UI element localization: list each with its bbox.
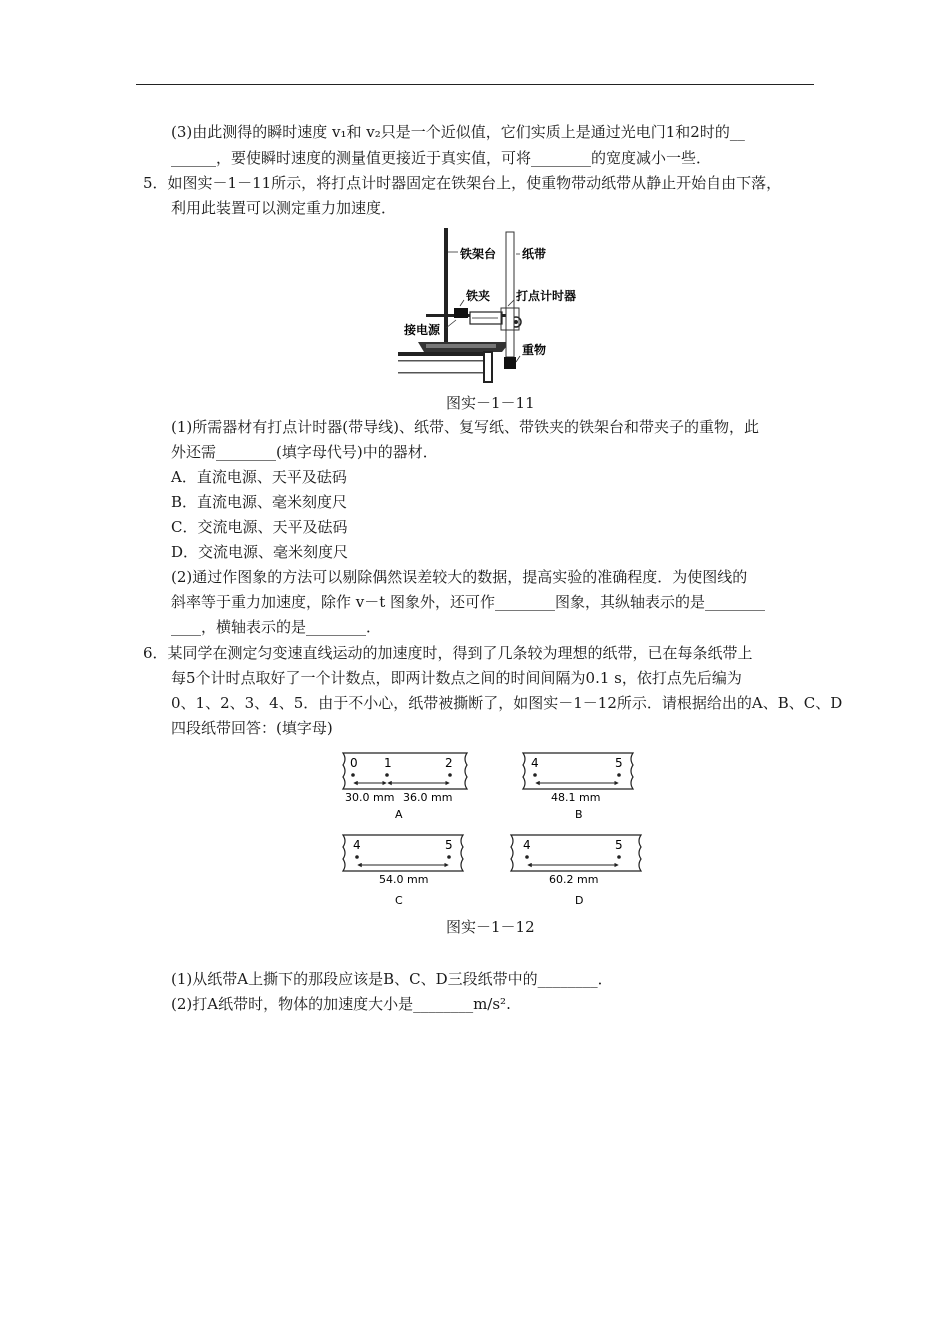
tape-b	[523, 753, 633, 821]
tape-d-label: D	[575, 894, 584, 907]
tape-d	[511, 835, 641, 907]
tape-d-dist: 60.2 mm	[549, 873, 599, 886]
tape-c-label: C	[395, 894, 403, 907]
label-weight: 重物	[522, 343, 547, 357]
header-rule	[136, 84, 814, 85]
tape-a-dist2: 36.0 mm	[403, 791, 453, 804]
tape-a-dist1: 30.0 mm	[345, 791, 395, 804]
tape-c-dist: 54.0 mm	[379, 873, 429, 886]
q5-option-c: C．交流电源、天平及砝码	[171, 518, 348, 536]
tape-segments-figure	[335, 745, 655, 915]
q5-option-a: A．直流电源、天平及砝码	[171, 468, 347, 486]
q5-option-b: B．直流电源、毫米刻度尺	[171, 493, 348, 511]
label-power: 接电源	[404, 323, 441, 337]
label-tape: 纸带	[522, 247, 547, 261]
label-clamp: 铁夹	[466, 289, 491, 303]
q5-part2-line1: (2)通过作图象的方法可以剔除偶然误差较大的数据，提高实验的准确程度．为使图线的	[171, 568, 748, 586]
tape-a	[343, 753, 467, 821]
apparatus-figure	[398, 224, 598, 389]
tape-b-point-5: 5	[615, 756, 623, 770]
tape-a-label: A	[395, 808, 403, 821]
q6-part1: (1)从纸带A上撕下的那段应该是B、C、D三段纸带中的________．	[171, 970, 613, 988]
q5-part2-line2: 斜率等于重力加速度，除作 v－t 图象外，还可作________图象，其纵轴表示的是________	[171, 593, 766, 611]
q6-intro-line3: 0、1、2、3、4、5．由于不小心，纸带被撕断了，如图实－1－12所示．请根据给出的A、B、C、D	[171, 694, 843, 712]
tape-c	[343, 835, 463, 907]
q6-intro-line4: 四段纸带回答：(填字母)	[171, 719, 333, 737]
q5-part1-line2: 外还需________(填字母代号)中的器材．	[171, 443, 438, 461]
label-stand: 铁架台	[460, 247, 497, 261]
tape-b-label: B	[575, 808, 583, 821]
figure-caption-11: 图实－1－11	[446, 394, 535, 412]
q5-intro-line1: 5．如图实－1－11所示，将打点计时器固定在铁架台上，使重物带动纸带从静止开始自由下落，	[143, 174, 782, 192]
q6-part2: (2)打A纸带时，物体的加速度大小是________m/s².	[171, 995, 511, 1013]
tape-b-point-4: 4	[531, 756, 539, 770]
label-timer: 打点计时器	[516, 289, 577, 303]
tape-d-point-5: 5	[615, 838, 623, 852]
tape-b-dist: 48.1 mm	[551, 791, 601, 804]
figure-caption-12: 图实－1－12	[446, 918, 535, 936]
tape-a-point-2: 2	[445, 756, 453, 770]
q6-intro-line1: 6．某同学在测定匀变速直线运动的加速度时，得到了几条较为理想的纸带，已在每条纸带上	[143, 644, 753, 662]
q4-part3-line1: (3)由此测得的瞬时速度 v₁和 v₂只是一个近似值，它们实质上是通过光电门1和2时的__	[171, 123, 745, 141]
q4-part3-line2: ______，要使瞬时速度的测量值更接近于真实值，可将________的宽度减小一些．	[171, 149, 712, 167]
tape-c-point-5: 5	[445, 838, 453, 852]
tape-a-point-0: 0	[350, 756, 358, 770]
q6-intro-line2: 每5个计时点取好了一个计数点，即两计数点之间的时间间隔为0.1 s，依打点先后编为	[171, 669, 742, 687]
tape-a-point-1: 1	[384, 756, 392, 770]
q5-part2-line3: ____，横轴表示的是________．	[171, 618, 382, 636]
q5-part1-line1: (1)所需器材有打点计时器(带导线)、纸带、复写纸、带铁夹的铁架台和带夹子的重物，此	[171, 418, 759, 436]
q5-option-d: D．交流电源、毫米刻度尺	[171, 543, 349, 561]
q5-intro-line2: 利用此装置可以测定重力加速度．	[171, 199, 397, 217]
tape-d-point-4: 4	[523, 838, 531, 852]
tape-c-point-4: 4	[353, 838, 361, 852]
